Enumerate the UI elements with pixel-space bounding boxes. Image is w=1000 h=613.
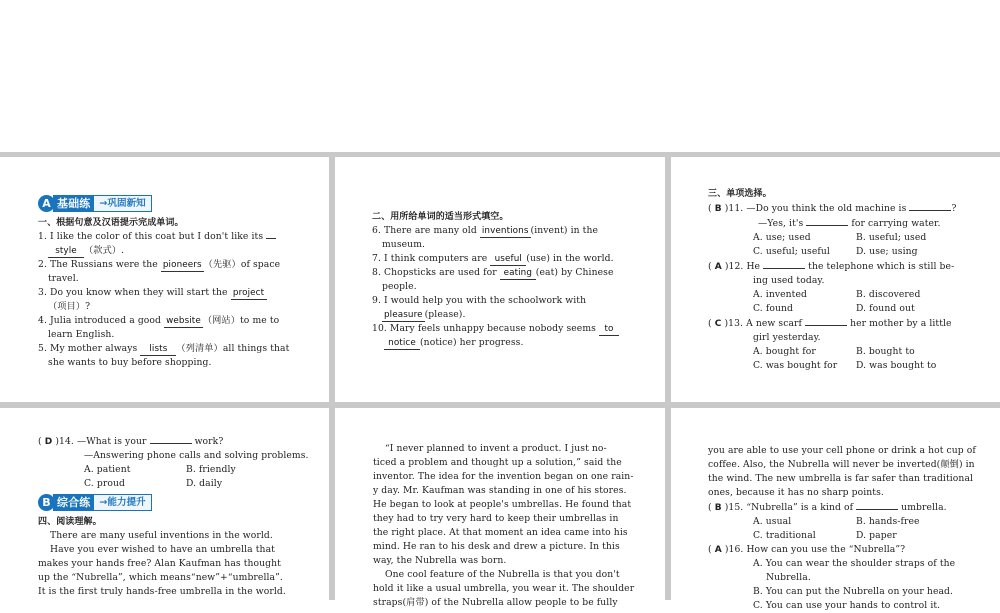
reading-line: ones, because it has no sharp points. (708, 487, 884, 498)
reading-line: the right place. At that moment an idea came into his (373, 527, 628, 538)
question-12-cont: ing used today. (753, 275, 825, 286)
options-15 (708, 515, 968, 529)
question-14-cont: —Answering phone calls and solving problems. (84, 450, 309, 461)
option-a[interactable]: A. patient (84, 464, 131, 475)
reading-line: coffee. Also, the Nubrella will never be inverted(颠倒) in (708, 459, 975, 470)
banner-title: 基础练 (53, 195, 94, 212)
answer-4[interactable]: website (166, 316, 201, 326)
answer-6[interactable]: inventions (481, 226, 529, 236)
banner-title: 综合练 (53, 494, 94, 511)
option-c[interactable]: C. You can use your hands to control it. (753, 600, 941, 611)
reading-line: One cool feature of the Nubrella is that you don't (385, 569, 620, 580)
banner-subtitle: →能力提升 (94, 494, 151, 511)
question-9: 9. I would help you with the schoolwork with (372, 295, 587, 306)
reading-line: y day. Mr. Kaufman was standing in one of his stores. (373, 485, 627, 496)
answer-2[interactable]: pioneers (162, 260, 202, 270)
page-grid (0, 152, 1000, 611)
question-7: 7. I think computers are useful (use) in the world. (372, 253, 614, 264)
option-a[interactable]: A. usual (753, 516, 792, 527)
options-11b (708, 245, 970, 259)
reading-line: they had to try very hard to keep their umbrellas in (373, 513, 619, 524)
section-heading: 一、根据句意及汉语提示完成单词。 (38, 218, 184, 228)
question-11-cont: —Yes, it's for carrying water. (758, 218, 941, 229)
option-a[interactable]: A. invented (753, 289, 807, 300)
reading-line: hold it like a usual umbrella, you wear it. The shoulder (373, 583, 635, 594)
answer-3[interactable]: project (231, 288, 267, 300)
reading-line: makes your hands free? Alan Kaufman has thought (38, 558, 281, 569)
banner-subtitle: →巩固新知 (94, 195, 151, 212)
section-heading: 三、单项选择。 (708, 189, 772, 199)
question-4-cont: learn English. (48, 329, 115, 340)
question-5: 5. My mother always lists （列清单）all things that (38, 343, 290, 354)
badge-a: A (38, 195, 55, 212)
reading-line: inventor. The idea for the invention began on one rain- (373, 471, 634, 482)
panel-reading-questions (671, 408, 1000, 611)
answer-15[interactable]: B (714, 503, 722, 513)
options-15b (708, 529, 968, 543)
section-heading: 二、用所给单词的适当形式填空。 (372, 212, 509, 222)
question-3: 3. Do you know when they will start the project (38, 286, 292, 300)
options-11 (708, 231, 970, 245)
reading-line: the wind. The new umbrella is far safer than traditional (708, 473, 974, 484)
option-b[interactable]: B. You can put the Nubrella on your head. (753, 586, 954, 597)
question-1: 1. I like the color of this coat but I don't like its (38, 230, 292, 244)
question-2: 2. The Russians were the pioneers （先驱）of space (38, 259, 281, 270)
reading-line: you are able to use your cell phone or drink a hot cup of (708, 445, 976, 456)
option-d[interactable]: D. paper (856, 530, 897, 541)
question-15: ( B )15. “Nubrella” is a kind of umbrella. (708, 502, 947, 513)
question-13-cont: girl yesterday. (753, 332, 821, 343)
option-c[interactable]: C. useful; useful (753, 246, 830, 257)
option-c[interactable]: C. traditional (753, 530, 816, 541)
option-d[interactable]: D. daily (186, 478, 223, 489)
option-a[interactable]: A. bought for (753, 346, 816, 357)
answer-9[interactable]: pleasure (384, 310, 423, 320)
question-9-cont: pleasure (please). (384, 309, 466, 320)
question-14: ( D )14. —What is your work? (38, 436, 224, 447)
question-6-cont: museum. (382, 239, 426, 250)
answer-14[interactable]: D (44, 437, 53, 447)
section-banner-b (38, 493, 292, 512)
reading-line: Have you ever wished to have an umbrella that (50, 544, 275, 555)
option-d[interactable]: D. was bought to (856, 360, 937, 371)
options-13 (708, 345, 970, 359)
panel-reading-intro (0, 408, 329, 600)
reading-line: He began to look at people's umbrellas. He found that (373, 499, 632, 510)
reading-line: straps(肩带) of the Nubrella allow people to be fully (373, 597, 618, 608)
answer-11[interactable]: B (714, 204, 722, 214)
options-14b (38, 477, 292, 491)
option-b[interactable]: B. discovered (856, 289, 921, 300)
option-a[interactable]: A. You can wear the shoulder straps of the (753, 558, 956, 569)
section-heading: 四、阅读理解。 (38, 517, 102, 527)
question-3-cont: （项目）? (48, 301, 91, 312)
option-b[interactable]: B. hands-free (856, 516, 920, 527)
option-d[interactable]: D. found out (856, 303, 915, 314)
options-12 (708, 288, 970, 302)
answer-12[interactable]: A (714, 262, 722, 272)
panel-word-forms (335, 157, 665, 402)
option-c[interactable]: C. proud (84, 478, 125, 489)
question-4: 4. Julia introduced a good website （网站）to me to (38, 315, 280, 326)
question-1-cont: style （款式）. (38, 244, 292, 258)
panel-multiple-choice (671, 157, 1000, 402)
reading-line: It is the first truly hands-free umbrella in the world. (38, 586, 286, 597)
answer-10b[interactable]: notice (384, 338, 420, 350)
answer-1[interactable]: style (48, 246, 84, 258)
option-d[interactable]: D. use; using (856, 246, 918, 257)
reading-line: ticed a problem and thought up a solution,” said the (373, 457, 622, 468)
question-8: 8. Chopsticks are used for eating (eat) by Chinese (372, 267, 614, 278)
options-14 (38, 463, 292, 477)
option-a[interactable]: A. use; used (753, 232, 811, 243)
option-a-cont: Nubrella. (766, 572, 811, 583)
question-10: 10. Mary feels unhappy because nobody seems to (372, 322, 626, 336)
question-11: ( B )11. —Do you think the old machine is ? (708, 203, 957, 214)
reading-line: mind. He ran to his desk and drew a picture. In this (373, 541, 620, 552)
answer-10a[interactable]: to (599, 324, 619, 336)
question-5-cont: she wants to buy before shopping. (48, 357, 212, 368)
panel-basic-practice (0, 157, 329, 402)
badge-b: B (38, 494, 55, 511)
panel-reading-story (335, 408, 665, 608)
question-12: ( A )12. He the telephone which is still be- (708, 261, 955, 272)
question-10-cont: notice (notice) her progress. (372, 336, 626, 350)
section-banner-a (38, 194, 292, 213)
answer-5[interactable]: lists (140, 344, 176, 356)
reading-line: There are many useful inventions in the world. (50, 530, 273, 541)
option-b[interactable]: B. bought to (856, 346, 915, 357)
question-2-cont: travel. (48, 273, 79, 284)
option-b[interactable]: B. useful; used (856, 232, 927, 243)
answer-8[interactable]: eating (500, 268, 536, 280)
answer-13[interactable]: C (714, 319, 722, 329)
question-16: ( A )16. How can you use the “Nubrella”? (708, 544, 906, 555)
answer-16[interactable]: A (714, 545, 722, 555)
option-c[interactable]: C. found (753, 303, 793, 314)
option-c[interactable]: C. was bought for (753, 360, 838, 371)
answer-7[interactable]: useful (490, 254, 526, 266)
question-13: ( C )13. A new scarf her mother by a little (708, 318, 952, 329)
options-12b (708, 302, 970, 316)
reading-line: up the “Nubrella”, which means“new”+“umbrella”. (38, 572, 283, 583)
reading-line: way, the Nubrella was born. (373, 555, 507, 566)
question-6: 6. There are many old inventions (invent) in the (372, 225, 599, 236)
question-8-cont: people. (382, 281, 417, 292)
options-13b (708, 359, 970, 373)
option-b[interactable]: B. friendly (186, 464, 236, 475)
reading-line: “I never planned to invent a product. I just no- (385, 443, 607, 454)
